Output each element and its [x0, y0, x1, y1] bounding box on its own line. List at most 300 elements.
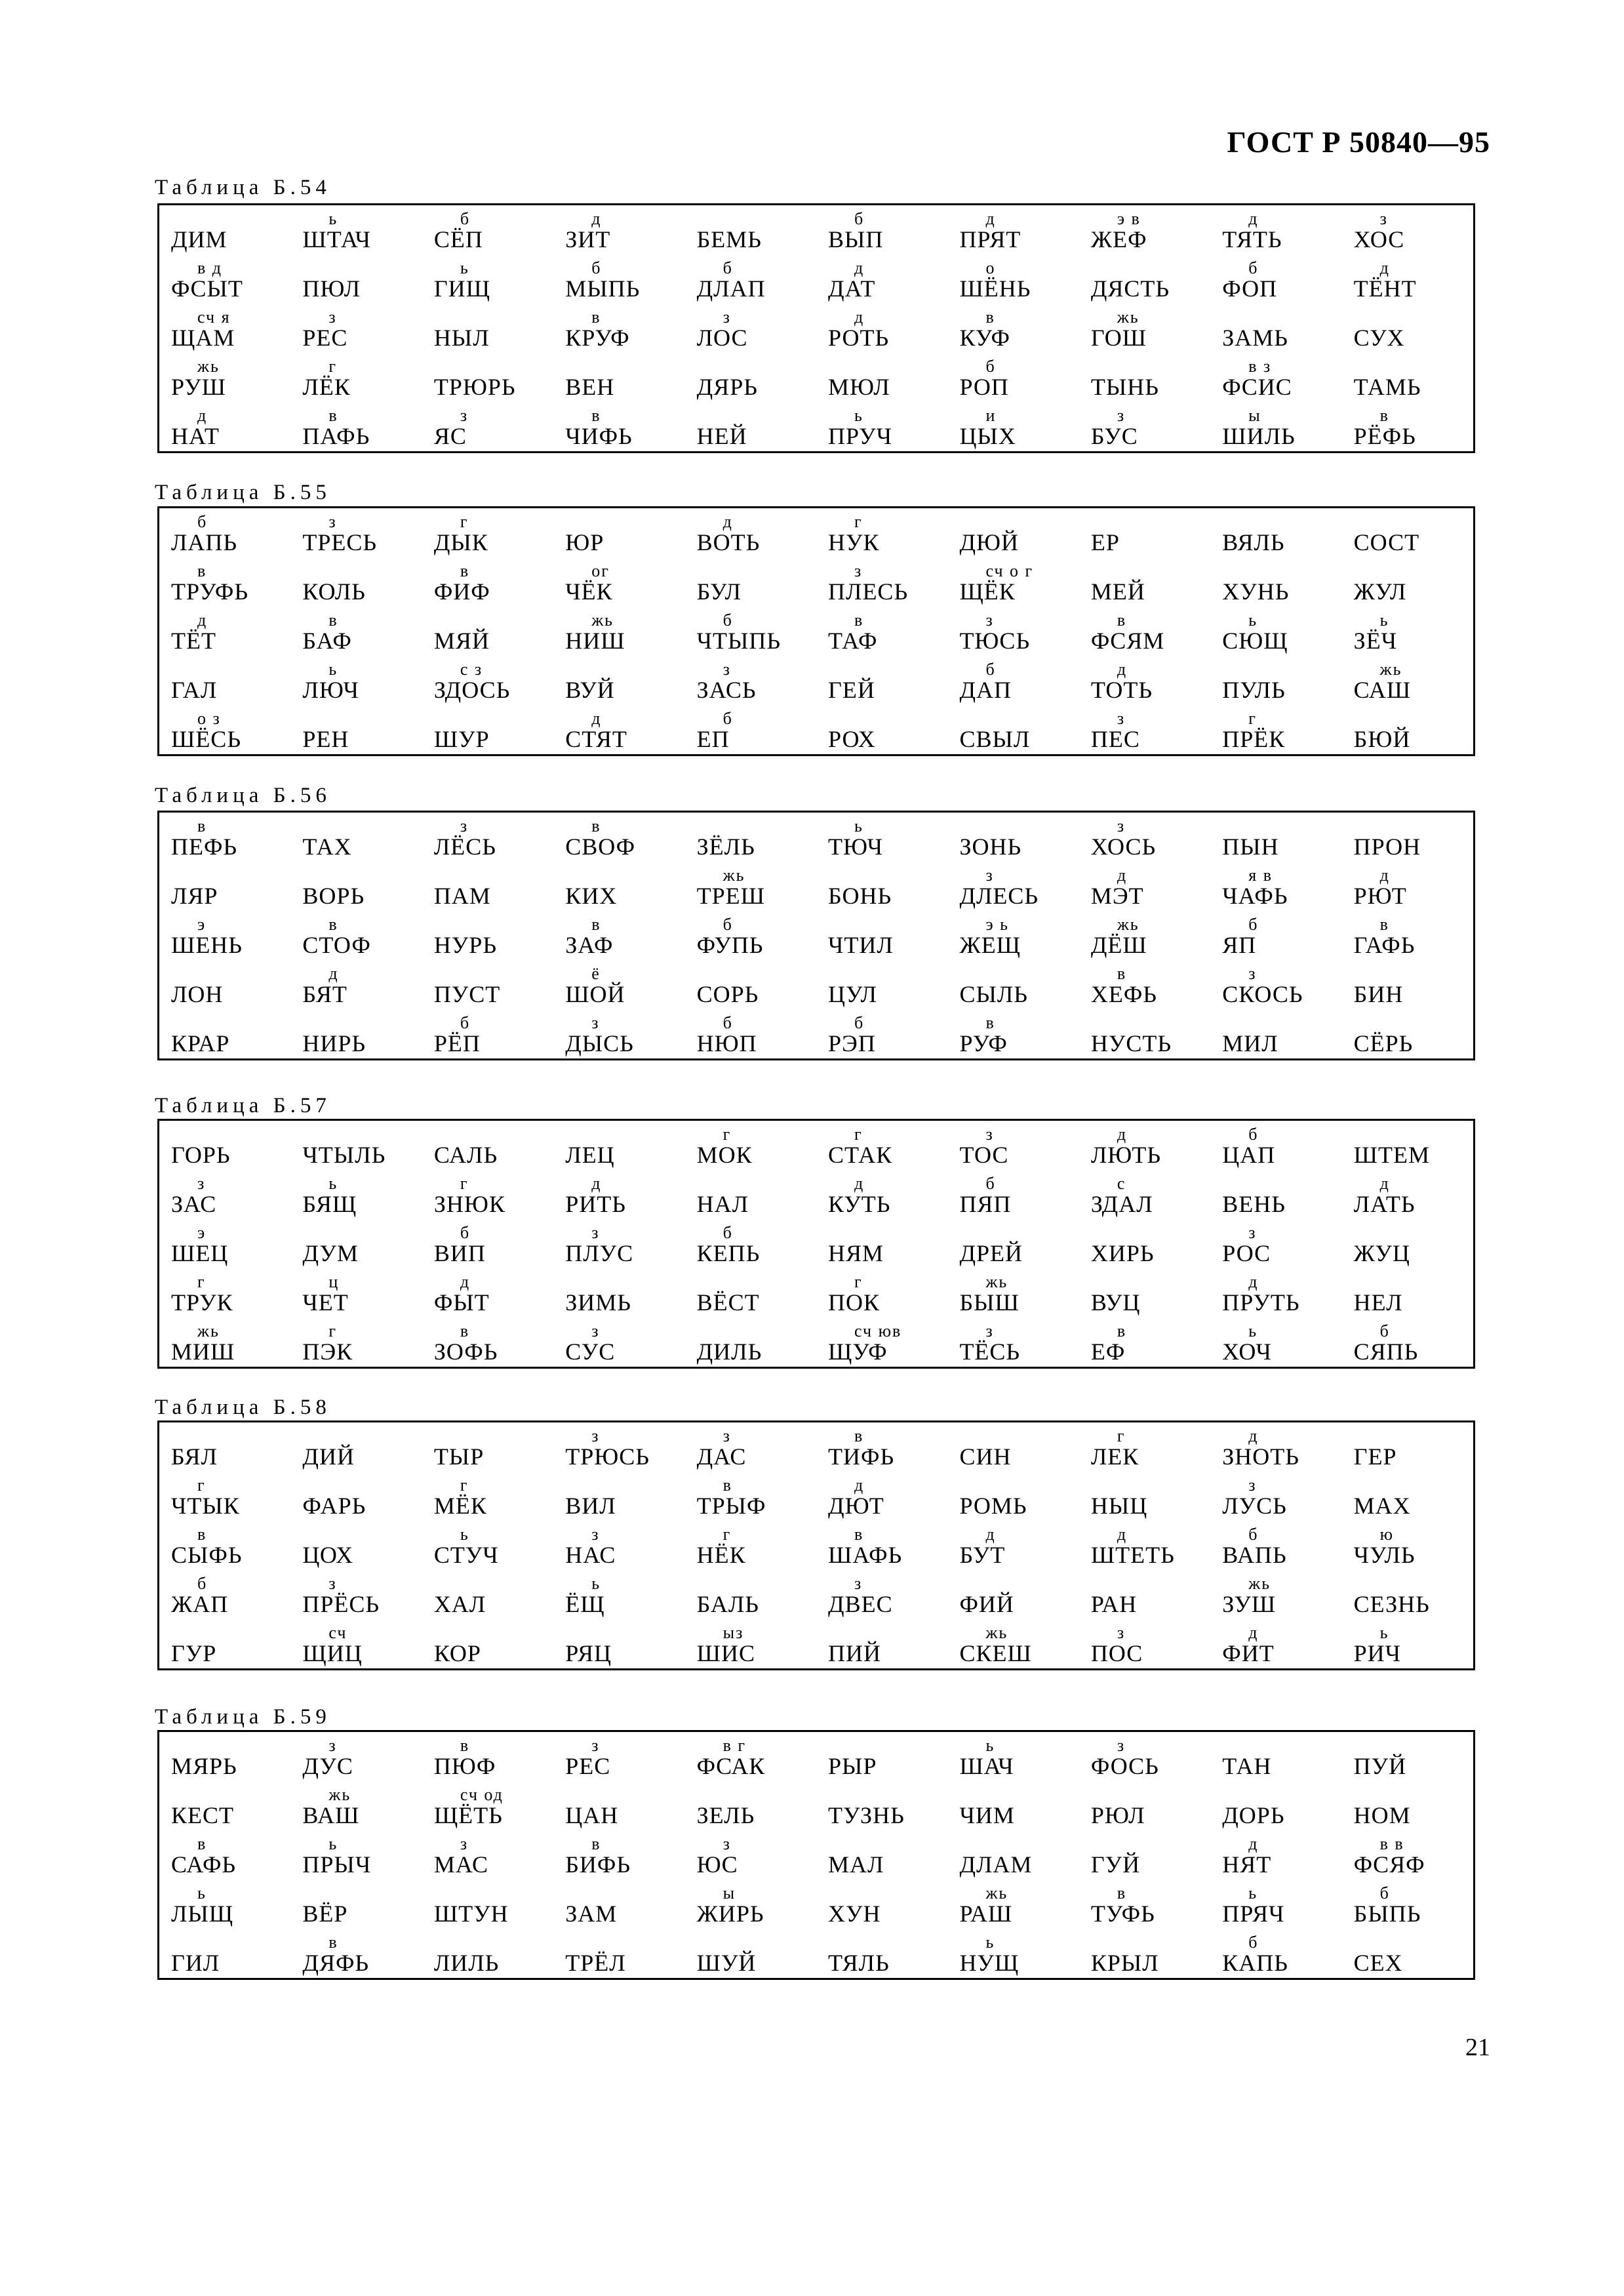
cell-word: БЯЩ [302, 1191, 357, 1217]
table-cell [816, 1121, 947, 1170]
table-cell [422, 813, 553, 862]
cell-annotation: з [591, 1223, 600, 1242]
cell-annotation: д [197, 406, 208, 425]
cell-word: ГУЙ [1090, 1851, 1141, 1878]
table-cell [1079, 1781, 1210, 1830]
cell-annotation: ь [854, 406, 863, 425]
cell-word: БЯЛ [171, 1443, 218, 1470]
table-cell [553, 1170, 684, 1219]
table-cell [422, 1422, 553, 1472]
table-cell [422, 1318, 553, 1367]
cell-word: ПАМ [433, 883, 491, 909]
document-standard-header: ГОСТ Р 50840—95 [1227, 125, 1490, 159]
table-cell [553, 813, 684, 862]
cell-word: ФСЫТ [171, 275, 243, 302]
cell-annotation: в [197, 816, 207, 836]
cell-annotation: д [723, 512, 733, 531]
cell-annotation: б [460, 1013, 471, 1032]
cell-word: ТРЁЛ [565, 1950, 626, 1976]
cell-word: БЯТ [302, 981, 347, 1007]
table-cell [816, 607, 947, 656]
table-cell [553, 1009, 684, 1058]
table-cell [1079, 1830, 1210, 1880]
cell-annotation: э [197, 1223, 207, 1242]
cell-annotation: г [460, 1476, 469, 1495]
table-cell [290, 1830, 422, 1880]
cell-word: ПРУЧ [828, 423, 893, 449]
table-cell [947, 1880, 1079, 1929]
cell-annotation: ь [1248, 611, 1258, 630]
table-row [159, 1170, 1473, 1219]
table-cell [1210, 911, 1341, 960]
table-cell [553, 1422, 684, 1472]
cell-word: БЮЙ [1353, 726, 1411, 752]
cell-word: КРЫЛ [1090, 1950, 1159, 1976]
table-cell [947, 1121, 1079, 1170]
cell-word: ЛЁСЬ [433, 834, 496, 860]
cell-word: ЖУЛ [1353, 578, 1407, 605]
table-row [159, 705, 1473, 754]
table-cell [422, 960, 553, 1009]
cell-annotation: в [328, 915, 338, 934]
table-cell [1342, 813, 1473, 862]
cell-word: СОСТ [1353, 529, 1420, 555]
cell-word: НАЛ [696, 1191, 749, 1217]
cell-word: ТЫНЬ [1090, 374, 1159, 400]
cell-word: СЁРЬ [1353, 1030, 1414, 1057]
cell-annotation: в [328, 611, 338, 630]
cell-word: ДУМ [302, 1240, 359, 1266]
table-cell [685, 1570, 816, 1619]
cell-word: НУЩ [959, 1950, 1020, 1976]
cell-word: СЁП [433, 226, 483, 252]
cell-word: РОМЬ [959, 1493, 1027, 1519]
cell-annotation: з [591, 1525, 600, 1544]
table-cell [422, 254, 553, 304]
cell-annotation: з [591, 1321, 600, 1340]
table-cell [1210, 862, 1341, 911]
table-cell [1342, 607, 1473, 656]
table-cell [685, 557, 816, 607]
cell-annotation: жь [1379, 660, 1402, 679]
cell-annotation: д [854, 308, 865, 327]
cell-word: КОР [433, 1640, 481, 1666]
cell-annotation: э в [1117, 209, 1141, 228]
table-cell [1210, 1929, 1341, 1978]
cell-annotation: жь [197, 1321, 220, 1340]
cell-word: ТОС [959, 1142, 1009, 1168]
table-cell [1342, 862, 1473, 911]
cell-word: ЩЁТЬ [433, 1802, 503, 1828]
cell-annotation: д [1248, 209, 1259, 228]
cell-word: ФИТ [1222, 1640, 1275, 1666]
cell-word: ЛЫЩ [171, 1901, 234, 1927]
word-table [157, 811, 1475, 1060]
cell-word: БОНЬ [828, 883, 892, 909]
cell-word: ЛУСЬ [1222, 1493, 1287, 1519]
table-cell [947, 705, 1079, 754]
cell-annotation: ыз [723, 1623, 744, 1642]
cell-annotation: жь [328, 1785, 351, 1804]
table-caption: Таблица Б.55 [155, 481, 331, 504]
cell-word: ЩЁК [959, 578, 1016, 605]
cell-annotation: б [1248, 1933, 1259, 1952]
table-row [159, 1781, 1473, 1830]
table-cell [816, 1570, 947, 1619]
cell-word: ФОСЬ [1090, 1753, 1159, 1779]
table-cell [553, 402, 684, 451]
cell-word: ТРЕСЬ [302, 529, 378, 555]
table-cell [553, 1121, 684, 1170]
cell-annotation: в [1117, 611, 1127, 630]
table-cell [422, 205, 553, 254]
table-cell [816, 1422, 947, 1472]
table-cell [159, 607, 290, 656]
cell-annotation: з [1248, 1223, 1257, 1242]
cell-word: НЁК [696, 1542, 746, 1568]
cell-word: СЕЗНЬ [1353, 1591, 1430, 1617]
table-cell [1210, 508, 1341, 557]
cell-word: ТУЗНЬ [828, 1802, 905, 1828]
cell-annotation: и [985, 406, 997, 425]
cell-word: БУС [1090, 423, 1138, 449]
table-cell [1342, 1880, 1473, 1929]
table-cell [1079, 353, 1210, 402]
table-cell [947, 607, 1079, 656]
table-cell [685, 1472, 816, 1521]
table-cell [1342, 1009, 1473, 1058]
table-cell [290, 1268, 422, 1318]
table-cell [947, 1619, 1079, 1668]
cell-annotation: в [460, 1321, 470, 1340]
table-cell [685, 1219, 816, 1268]
cell-word: НИШ [565, 628, 625, 654]
cell-word: ЗОНЬ [959, 834, 1022, 860]
cell-annotation: в [854, 611, 864, 630]
cell-annotation: в [1117, 964, 1127, 983]
cell-word: ШОЙ [565, 981, 625, 1007]
table-cell [290, 402, 422, 451]
cell-annotation: з [985, 866, 994, 885]
table-cell [947, 1732, 1079, 1781]
cell-word: РЮТ [1353, 883, 1407, 909]
table-cell [290, 607, 422, 656]
table-cell [685, 1732, 816, 1781]
table-cell [1210, 656, 1341, 705]
table-row [159, 960, 1473, 1009]
cell-word: ЧАФЬ [1222, 883, 1288, 909]
table-cell [290, 1929, 422, 1978]
cell-word: РОС [1222, 1240, 1271, 1266]
table-cell [1210, 1009, 1341, 1058]
table-cell [947, 862, 1079, 911]
table-cell [947, 1219, 1079, 1268]
table-cell [159, 705, 290, 754]
cell-word: ШУР [433, 726, 490, 752]
cell-word: ЩИЦ [302, 1640, 363, 1666]
table-cell [816, 960, 947, 1009]
table-cell [685, 1929, 816, 1978]
cell-annotation: в [1379, 406, 1389, 425]
cell-annotation: б [1248, 258, 1259, 277]
table-cell [816, 1929, 947, 1978]
table-cell [422, 1009, 553, 1058]
cell-annotation: г [197, 1476, 206, 1495]
cell-annotation: б [723, 709, 733, 728]
table-cell [816, 1009, 947, 1058]
cell-word: ТЁСЬ [959, 1339, 1021, 1365]
table-cell [1079, 813, 1210, 862]
page-number: 21 [1465, 2034, 1490, 2061]
cell-word: ТУФЬ [1090, 1901, 1155, 1927]
cell-word: ВОТЬ [696, 529, 761, 555]
table-cell [1210, 1170, 1341, 1219]
cell-annotation: з [460, 406, 469, 425]
cell-word: МЕЙ [1090, 578, 1145, 605]
cell-annotation: з [723, 660, 731, 679]
cell-word: ШУЙ [696, 1950, 757, 1976]
cell-word: ПЕС [1090, 726, 1140, 752]
cell-word: ШТЕМ [1353, 1142, 1430, 1168]
table-row [159, 205, 1473, 254]
table-cell [685, 656, 816, 705]
cell-annotation: ц [328, 1272, 340, 1291]
cell-word: НЕЛ [1353, 1289, 1403, 1316]
table-cell [1342, 304, 1473, 353]
cell-word: ЗАСЬ [696, 677, 757, 703]
cell-annotation: ь [328, 209, 338, 228]
cell-annotation: з [591, 1426, 600, 1445]
word-table [157, 506, 1475, 756]
cell-word: ПРЫЧ [302, 1851, 372, 1878]
cell-word: ГОРЬ [171, 1142, 231, 1168]
cell-word: ЖИРЬ [696, 1901, 764, 1927]
table-cell [1342, 1521, 1473, 1570]
cell-annotation: з [723, 1834, 731, 1853]
cell-word: НЯТ [1222, 1851, 1272, 1878]
cell-word: ЗЁЧ [1353, 628, 1398, 654]
cell-word: ГОШ [1090, 325, 1147, 351]
cell-annotation: жь [985, 1883, 1008, 1903]
cell-annotation: б [1248, 1125, 1259, 1144]
cell-word: ДИЛЬ [696, 1339, 762, 1365]
cell-annotation: э ь [985, 915, 1009, 934]
cell-annotation: сч [328, 1623, 347, 1642]
table-cell [159, 960, 290, 1009]
cell-word: МЯЙ [433, 628, 490, 654]
cell-annotation: г [854, 1272, 863, 1291]
cell-word: МИШ [171, 1339, 235, 1365]
table-cell [1079, 1318, 1210, 1367]
cell-annotation: б [1248, 1525, 1259, 1544]
cell-annotation: з [985, 1321, 994, 1340]
table-cell [553, 1781, 684, 1830]
table-caption: Таблица Б.54 [155, 176, 331, 199]
table-cell [159, 1268, 290, 1318]
cell-annotation: б [197, 512, 208, 531]
cell-annotation: д [854, 1174, 865, 1193]
cell-word: РЕС [565, 1753, 611, 1779]
table-cell [1210, 1521, 1341, 1570]
cell-word: РОТЬ [828, 325, 890, 351]
table-cell [685, 813, 816, 862]
cell-word: МЁК [433, 1493, 487, 1519]
table-cell [159, 1219, 290, 1268]
cell-word: ПРЯТ [959, 226, 1021, 252]
table-row [159, 813, 1473, 862]
table-cell [1210, 1422, 1341, 1472]
cell-word: ШТАЧ [302, 226, 371, 252]
cell-word: ВУЙ [565, 677, 615, 703]
cell-word: НОМ [1353, 1802, 1411, 1828]
cell-word: ЧТЫК [171, 1493, 240, 1519]
cell-annotation: з [1248, 964, 1257, 983]
table-cell [1210, 1570, 1341, 1619]
cell-annotation: б [197, 1574, 208, 1593]
table-cell [553, 254, 684, 304]
cell-word: ХОЧ [1222, 1339, 1272, 1365]
table-row [159, 1009, 1473, 1058]
cell-annotation: в г [723, 1736, 747, 1755]
cell-annotation: в [591, 915, 601, 934]
table-cell [685, 254, 816, 304]
table-row [159, 1521, 1473, 1570]
cell-word: РЕС [302, 325, 348, 351]
table-cell [290, 557, 422, 607]
cell-word: ДЫСЬ [565, 1030, 634, 1057]
cell-word: ТЮЧ [828, 834, 884, 860]
cell-word: ТЁТ [171, 628, 216, 654]
table-cell [1210, 402, 1341, 451]
table-cell [159, 862, 290, 911]
table-cell [290, 1781, 422, 1830]
cell-word: ЛЮТЬ [1090, 1142, 1162, 1168]
cell-annotation: б [854, 1013, 865, 1032]
table-cell [947, 1268, 1079, 1318]
cell-annotation: в [328, 406, 338, 425]
table-cell [290, 205, 422, 254]
table-cell [422, 557, 553, 607]
cell-word: ТЮСЬ [959, 628, 1031, 654]
cell-word: ЖУЦ [1353, 1240, 1410, 1266]
cell-word: РЁП [433, 1030, 481, 1057]
cell-annotation: в [1117, 1883, 1127, 1903]
cell-annotation: д [1248, 1623, 1259, 1642]
cell-word: КУФ [959, 325, 1010, 351]
cell-word: ПЛУС [565, 1240, 634, 1266]
cell-word: ЁЩ [565, 1591, 605, 1617]
table-row [159, 1619, 1473, 1668]
cell-word: НЮП [696, 1030, 757, 1057]
cell-annotation: з [328, 1736, 337, 1755]
table-cell [290, 1521, 422, 1570]
cell-annotation: ог [591, 561, 610, 580]
cell-annotation: в [591, 308, 601, 327]
table-cell [1342, 1781, 1473, 1830]
table-cell [159, 353, 290, 402]
cell-annotation: з [854, 561, 863, 580]
cell-annotation: в [197, 1834, 207, 1853]
table-cell [816, 1170, 947, 1219]
table-cell [290, 960, 422, 1009]
table-cell [1342, 402, 1473, 451]
table-cell [1079, 1880, 1210, 1929]
table-cell [553, 304, 684, 353]
cell-word: ЕП [696, 726, 730, 752]
cell-word: ШАФЬ [828, 1542, 903, 1568]
cell-annotation: з [985, 1125, 994, 1144]
table-cell [159, 1570, 290, 1619]
cell-word: ЦАН [565, 1802, 619, 1828]
cell-annotation: жь [591, 611, 614, 630]
table-cell [685, 402, 816, 451]
table-cell [1342, 1472, 1473, 1521]
cell-word: ЗОФЬ [433, 1339, 498, 1365]
cell-annotation: ь [460, 1525, 469, 1544]
cell-annotation: д [1379, 1174, 1390, 1193]
table-cell [1210, 1472, 1341, 1521]
table-cell [1210, 254, 1341, 304]
table-cell [1079, 402, 1210, 451]
cell-word: СКОСЬ [1222, 981, 1303, 1007]
cell-annotation: с з [460, 660, 483, 679]
cell-annotation: в в [1379, 1834, 1404, 1853]
cell-word: ФОП [1222, 275, 1278, 302]
cell-annotation: з [197, 1174, 206, 1193]
table-cell [290, 1472, 422, 1521]
table-cell [1210, 1121, 1341, 1170]
table-cell [947, 1570, 1079, 1619]
cell-annotation: ь [328, 660, 338, 679]
table-cell [1079, 1732, 1210, 1781]
cell-word: ХАЛ [433, 1591, 486, 1617]
cell-word: ПЕФЬ [171, 834, 238, 860]
cell-word: ДУС [302, 1753, 353, 1779]
table-cell [685, 1619, 816, 1668]
table-cell [422, 353, 553, 402]
cell-word: ШАЧ [959, 1753, 1014, 1779]
cell-word: ПРЁСЬ [302, 1591, 380, 1617]
table-cell [1210, 1830, 1341, 1880]
cell-annotation: д [1117, 660, 1128, 679]
cell-word: ЖАП [171, 1591, 229, 1617]
table-cell [1079, 205, 1210, 254]
table-cell [159, 1929, 290, 1978]
table-cell [816, 353, 947, 402]
table-cell [290, 862, 422, 911]
table-cell [947, 402, 1079, 451]
table-cell [553, 1619, 684, 1668]
cell-word: СЫЛЬ [959, 981, 1028, 1007]
table-cell [159, 1009, 290, 1058]
cell-annotation: б [460, 1223, 471, 1242]
table-cell [159, 1781, 290, 1830]
table-row [159, 1422, 1473, 1472]
table-cell [685, 911, 816, 960]
table-cell [290, 304, 422, 353]
cell-annotation: ь [854, 816, 863, 836]
cell-annotation: д [985, 209, 996, 228]
cell-annotation: г [1117, 1426, 1126, 1445]
table-cell [947, 960, 1079, 1009]
cell-word: ЗИМЬ [565, 1289, 631, 1316]
cell-annotation: д [1248, 1426, 1259, 1445]
table-cell [159, 1521, 290, 1570]
cell-annotation: д [1117, 866, 1128, 885]
cell-word: ЦАП [1222, 1142, 1276, 1168]
table-cell [159, 911, 290, 960]
cell-word: ДЯФЬ [302, 1950, 370, 1976]
